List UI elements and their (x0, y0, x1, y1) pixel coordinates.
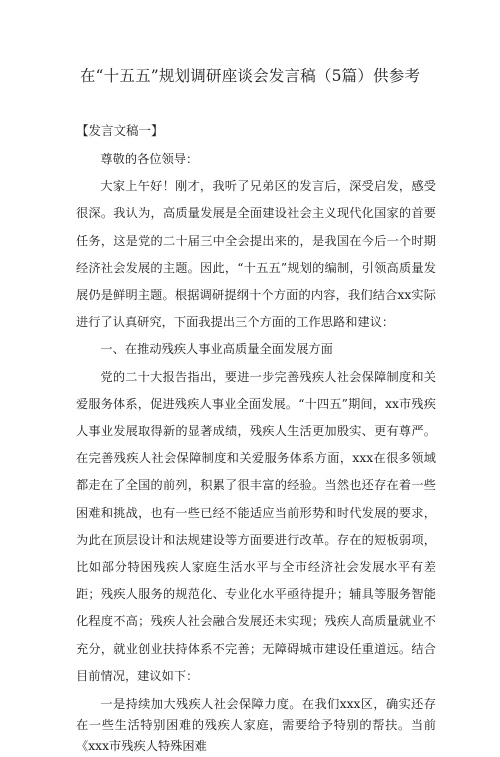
section-heading: 一、在推动残疾人事业高质量全面发展方面 (100, 342, 333, 357)
body-paragraph: 一是持续加大残疾人社会保障力度。在我们xxx区，确实还存在一些生活特别困难的残疾人家庭，需要给予特别的帮扶。当前《xxx市残疾人特殊困难 (76, 697, 436, 754)
section-label: 【发言文稿一】 (76, 123, 164, 138)
document-title: 在“十五五”规划调研座谈会发言稿（5篇）供参考 (79, 67, 421, 85)
salutation-paragraph: 尊敬的各位领导： (100, 152, 199, 166)
opening-paragraph: 大家上午好！刚才，我听了兄弟区的发言后，深受启发，感受很深。我认为，高质量发展是全面建设社会主义现代化国家的首要任务，这是党的二十届三中全会提出来的，是我国在今后一个时期经济社会发展的主题。因此，“十五五”规划的编制，引领高质量发展仍是鲜明主题。根据调研提纲十个方面的内容，我们结合xx实际进行了认真研究，下面我提出三个方面的工作思路和建议： (76, 179, 436, 330)
body-paragraph: 党的二十大报告指出，要进一步完善残疾人社会保障制度和关爱服务体系，促进残疾人事业全面发展。“十四五”期间，xx市残疾人事业发展取得新的显著成绩，残疾人生活更加殷实、更有尊严。在完善残疾人社会保障制度和关爱服务体系方面，xxx在很多领域都走在了全国的前列，积累了很丰富的经验。当然也还存在着一些困难和挑战，也有一些已经不能适应当前形势和时代发展的要求，为此在顶层设计和法规建设等方面要进行改革。存在的短板弱项，比如部分特困残疾人家庭生活水平与全市经济社会发展水平有差距；残疾人服务的规范化、专业化水平亟待提升；辅具等服务智能化程度不高；残疾人社会融合发展还未实现；残疾人高质量就业不充分，就业创业扶持体系不完善；无障碍城市建设任重道远。结合目前情况，建议如下： (76, 369, 436, 683)
document-body (76, 140, 436, 757)
